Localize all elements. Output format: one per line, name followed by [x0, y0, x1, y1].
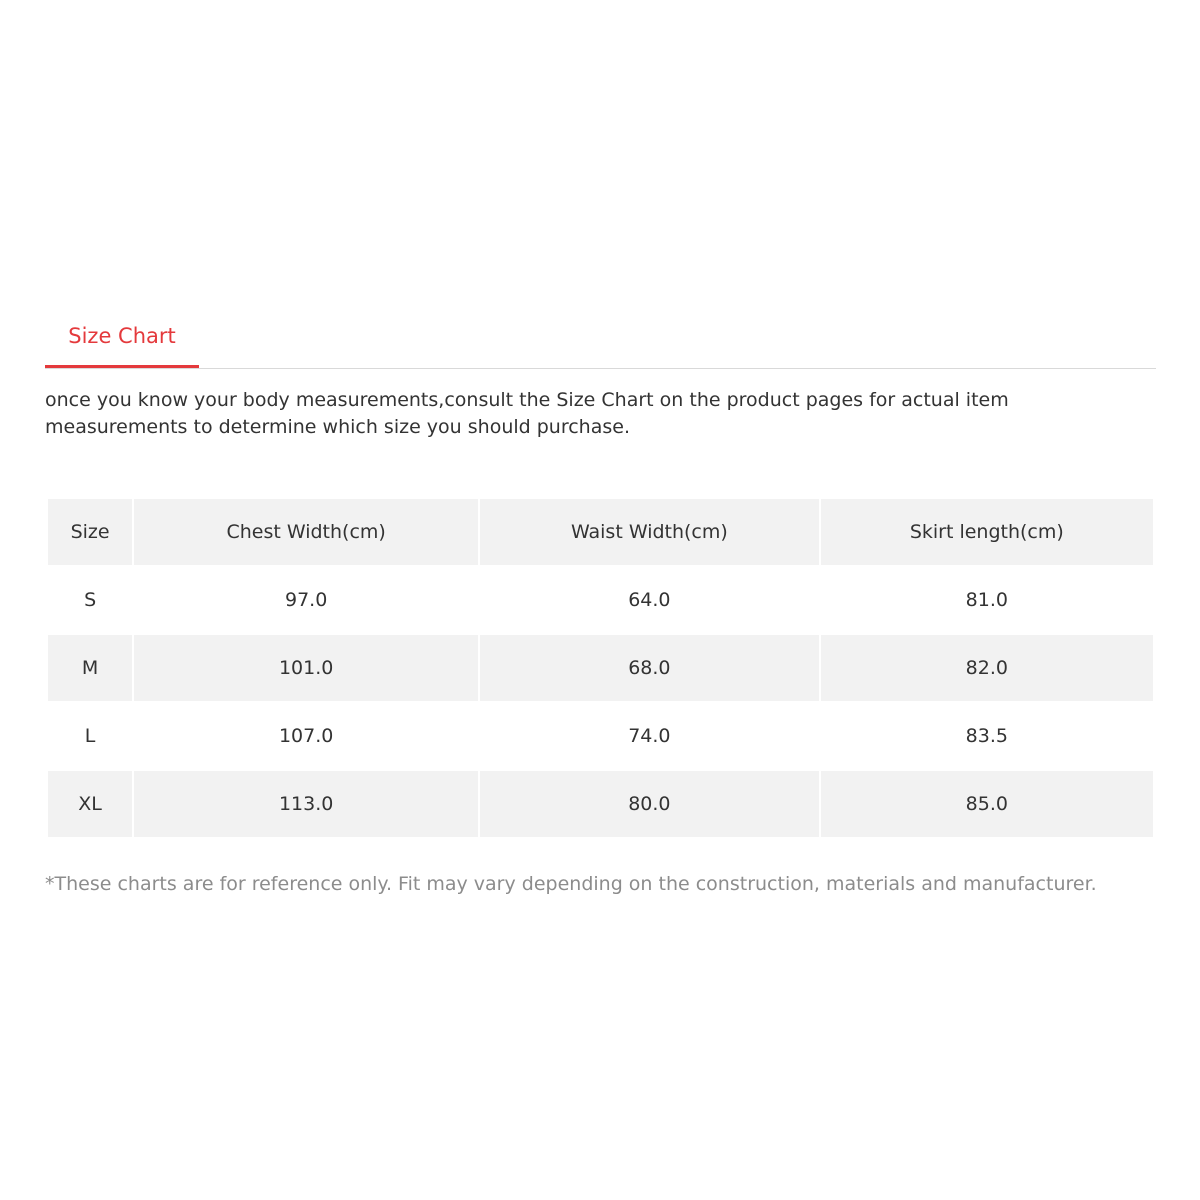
cell-chest-width: 107.0	[134, 703, 478, 769]
size-chart-table	[46, 497, 1155, 839]
cell-chest-width: 113.0	[134, 771, 478, 837]
header-size: Size	[48, 499, 132, 565]
table-row	[48, 635, 1153, 701]
cell-chest-width: 97.0	[134, 567, 478, 633]
cell-chest-width: 101.0	[134, 635, 478, 701]
tab-size-chart-label: Size Chart	[68, 324, 176, 348]
cell-waist-width: 80.0	[480, 771, 819, 837]
disclaimer-footnote: *These charts are for reference only. Fit may vary depending on the construction, materials and manufacturer.	[45, 873, 1097, 895]
cell-size: M	[48, 635, 132, 701]
cell-size: XL	[48, 771, 132, 837]
table-row	[48, 771, 1153, 837]
table-row	[48, 703, 1153, 769]
cell-waist-width: 74.0	[480, 703, 819, 769]
cell-size: S	[48, 567, 132, 633]
header-waist-width: Waist Width(cm)	[480, 499, 819, 565]
header-skirt-length: Skirt length(cm)	[821, 499, 1153, 565]
table-header-row	[48, 499, 1153, 565]
tab-size-chart[interactable]	[45, 310, 199, 368]
cell-skirt-length: 82.0	[821, 635, 1153, 701]
cell-waist-width: 64.0	[480, 567, 819, 633]
table-row	[48, 567, 1153, 633]
cell-skirt-length: 83.5	[821, 703, 1153, 769]
intro-text: once you know your body measurements,consult the Size Chart on the product pages for actual item measurements to determine which size you should purchase.	[45, 389, 1009, 438]
cell-size: L	[48, 703, 132, 769]
cell-skirt-length: 81.0	[821, 567, 1153, 633]
tab-bar	[45, 310, 1156, 369]
cell-waist-width: 68.0	[480, 635, 819, 701]
header-chest-width: Chest Width(cm)	[134, 499, 478, 565]
cell-skirt-length: 85.0	[821, 771, 1153, 837]
